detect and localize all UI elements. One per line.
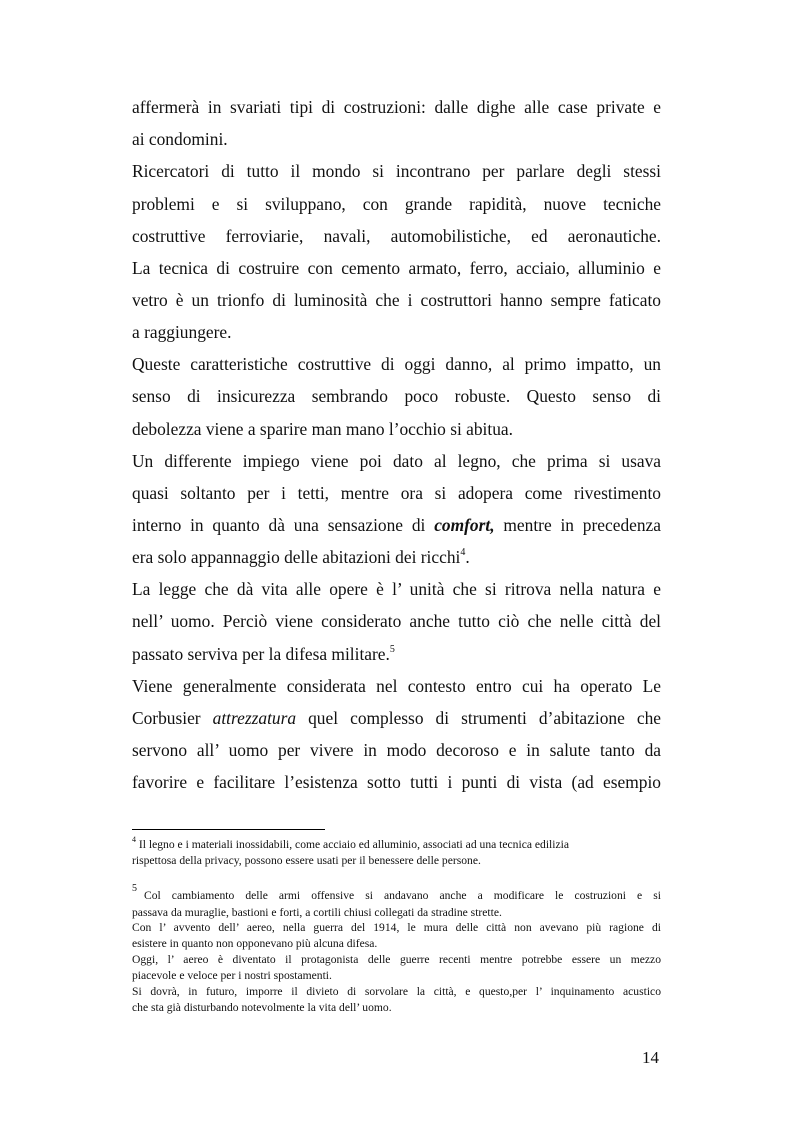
body-line: vetro è un trionfo di luminosità che i costruttori hanno sempre faticato [132,290,661,310]
footnote-5-line: passava da muraglie, bastioni e forti, a cortili chiusi collegati da stradine strette. [132,906,502,919]
emphasis-text: comfort, [434,515,495,535]
footnote-5-line: che sta già disturbando notevolmente la vita dell’ uomo. [132,1001,392,1014]
body-line: La legge che dà vita alle opere è l’ unità che si ritrova nella natura e [132,579,661,599]
body-line: Corbusier attrezzatura quel complesso di strumenti d’abitazione che [132,708,661,728]
footnote-4-line: rispettosa della privacy, possono essere usati per il benessere delle persone. [132,854,481,867]
footnote-number: 5 [132,883,137,894]
body-line: problemi e si sviluppano, con grande rapidità, nuove tecniche [132,194,661,214]
footnote-separator [132,829,325,830]
body-line: debolezza viene a sparire man mano l’occhio si abitua. [132,419,513,439]
body-line: La tecnica di costruire con cemento armato, ferro, acciaio, alluminio e [132,258,661,278]
footnote-ref: 4 [460,547,466,559]
body-line: favorire e facilitare l’esistenza sotto tutti i punti di vista (ad esempio [132,772,661,792]
body-line: quasi soltanto per i tetti, mentre ora si adopera come rivestimento [132,483,661,503]
body-line: Ricercatori di tutto il mondo si incontrano per parlare degli stessi [132,161,661,181]
body-line: nell’ uomo. Perciò viene considerato anche tutto ciò che nelle città del [132,611,661,631]
footnote-number: 4 [132,835,136,845]
body-line: Un differente impiego viene poi dato al legno, che prima si usava [132,451,661,471]
body-line: costruttive ferroviarie, navali, automobilistiche, ed aeronautiche. [132,226,661,246]
body-line: servono all’ uomo per vivere in modo decoroso e in salute tanto da [132,740,661,760]
body-line: Viene generalmente considerata nel contesto entro cui ha operato Le [132,676,661,696]
body-line [132,515,661,535]
body-line: affermerà in svariati tipi di costruzioni: dalle dighe alle case private e [132,97,661,117]
body-line: ai condomini. [132,129,228,149]
footnote-ref: 5 [389,644,395,656]
footnote-5-line: Col cambiamento delle armi offensive si andavano anche a modificare le costruzioni e si [144,889,661,902]
emphasis-text: attrezzatura [212,708,297,728]
footnote-4-line: $^4$ Il legno e i materiali inossidabili, come acciaio ed alluminio, associati ad una tecnica edilizia [132,835,569,851]
page-number: 14 [642,1048,659,1067]
body-line: passato serviva per la difesa militare.$^5$ [132,644,395,664]
body-line: era solo appannaggio delle abitazioni dei ricchi$^4$. [132,547,470,567]
body-text: mentre in precedenza [494,515,661,535]
body-line: senso di insicurezza sembrando poco robuste. Questo senso di [132,386,661,406]
body-text: interno in quanto dà una sensazione di [132,515,435,535]
footnote-5-line: esistere in quanto non opponevano più alcuna difesa. [132,937,378,950]
footnote-5-line: Con l’ avvento dell’ aereo, nella guerra del 1914, le mura delle città non avevano più ragione di [132,921,661,934]
footnote-5-line: Oggi, l’ aereo è diventato il protagonista delle guerre recenti mentre potrebbe essere un mezzo [132,953,661,966]
footnote-5-line: piacevole e veloce per i nostri spostamenti. [132,969,332,982]
body-line: a raggiungere. [132,322,232,342]
footnote-5-line: Si dovrà, in futuro, imporre il divieto di sorvolare la città, e questo,per l’ inquinamento acustico [132,985,661,998]
body-line: Queste caratteristiche costruttive di oggi danno, al primo impatto, un [132,354,661,374]
